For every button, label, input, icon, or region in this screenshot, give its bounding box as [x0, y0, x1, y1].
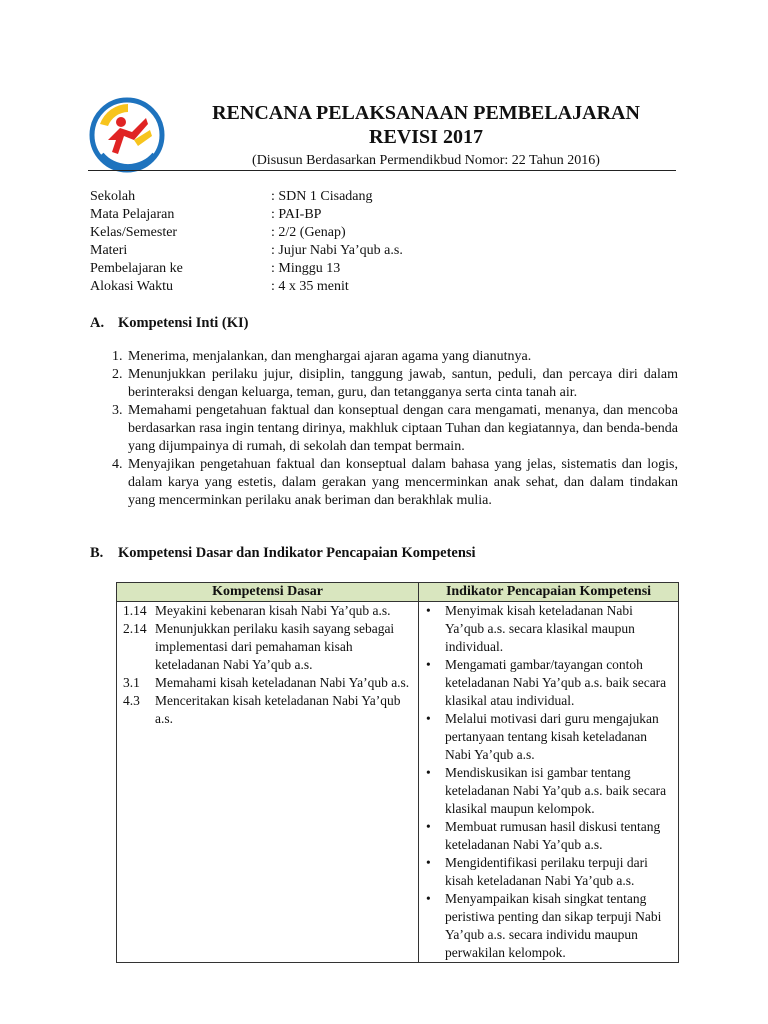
kd-item — [121, 674, 414, 692]
section-b-heading — [90, 545, 476, 562]
item-text: Menerima, menjalankan, dan menghargai ajaran agama yang dianutnya. — [128, 349, 532, 364]
table-row — [117, 602, 679, 963]
item-number: 2. — [112, 367, 123, 382]
info-value: : SDN 1 Cisadang — [271, 189, 373, 204]
info-row — [90, 224, 403, 242]
section-letter: A. — [90, 315, 105, 331]
info-value: : Minggu 13 — [271, 261, 341, 276]
kd-table — [116, 582, 679, 963]
kd-number: 2.14 — [123, 621, 147, 636]
kd-number: 3.1 — [123, 675, 140, 690]
info-row — [90, 278, 403, 296]
section-letter: B. — [90, 545, 104, 561]
kd-number: 1.14 — [123, 603, 147, 618]
item-text: Menunjukkan perilaku jujur, disiplin, tanggung jawab, santun, peduli, dan percaya diri dalam berinteraksi dengan keluarga, teman, guru, dan tetangganya serta cinta tanah air. — [128, 367, 678, 400]
indicator-item: • Menyimak kisah keteladanan Nabi Ya’qub a.s. secara klasikal maupun individual. — [423, 602, 674, 656]
list-item — [90, 456, 678, 510]
indicator-item: • Membuat rumusan hasil diskusi tentang keteladanan Nabi Ya’qub a.s. — [423, 818, 674, 854]
indicator-item: • Mendiskusikan isi gambar tentang keteladanan Nabi Ya’qub a.s. baik secara klasikal maupun kelompok. — [423, 764, 674, 818]
kd-item — [121, 602, 414, 620]
document-title-line2: REVISI 2017 — [369, 126, 483, 148]
kd-text: Memahami kisah keteladanan Nabi Ya’qub a.s. — [155, 675, 410, 690]
column-header-kd: Kompetensi Dasar — [117, 583, 419, 602]
document-title-line1: RENCANA PELAKSANAAN PEMBELAJARAN — [212, 102, 640, 124]
info-row — [90, 206, 403, 224]
kurikulum-2013-logo — [88, 96, 166, 174]
document-subtitle: (Disusun Berdasarkan Permendikbud Nomor: 22 Tahun 2016) — [252, 153, 600, 168]
info-row — [90, 260, 403, 278]
ki-list — [90, 348, 678, 510]
kd-cell — [117, 602, 419, 963]
info-label: Alokasi Waktu — [90, 279, 173, 294]
section-title: Kompetensi Dasar dan Indikator Pencapaian Kompetensi — [118, 545, 476, 561]
info-label: Kelas/Semester — [90, 225, 178, 240]
info-value: : Jujur Nabi Ya’qub a.s. — [271, 243, 403, 258]
identity-info — [90, 188, 403, 296]
list-item — [90, 366, 678, 402]
item-text: Memahami pengetahuan faktual dan konseptual dengan cara mengamati, menanya, dan mencoba berdasarkan rasa ingin tentang dirinya, makhluk ciptaan Tuhan dan kegiatannya, dan benda-benda yang dijumpainya di rumah, di sekolah dan tempat bermain. — [128, 403, 678, 454]
header-divider — [88, 170, 676, 171]
column-header-indicator: Indikator Pencapaian Kompetensi — [419, 583, 679, 602]
list-item — [90, 402, 678, 456]
info-label: Pembelajaran ke — [90, 261, 183, 276]
info-value: : 4 x 35 menit — [271, 279, 349, 294]
item-number: 1. — [112, 349, 123, 364]
kd-item — [121, 692, 414, 728]
item-text: Menyajikan pengetahuan faktual dan konseptual dalam bahasa yang jelas, sistematis dan logis, dalam karya yang estetis, dalam gerakan yang mencerminkan anak sehat, dan dalam tindakan yang mencerminkan perilaku anak beriman dan berakhlak mulia. — [128, 457, 678, 508]
indicator-cell — [419, 602, 679, 963]
info-label: Materi — [90, 243, 128, 258]
section-a-heading — [90, 315, 249, 332]
info-value: : 2/2 (Genap) — [271, 225, 346, 240]
kd-text: Menunjukkan perilaku kasih sayang sebagai implementasi dari pemahaman kisah keteladanan Nabi Ya’qub a.s. — [155, 621, 395, 672]
info-row — [90, 188, 403, 206]
indicator-list — [423, 602, 674, 962]
info-value: : PAI-BP — [271, 207, 322, 222]
info-row — [90, 242, 403, 260]
kd-number: 4.3 — [123, 693, 140, 708]
kd-text: Menceritakan kisah keteladanan Nabi Ya’qub a.s. — [155, 693, 401, 726]
item-number: 4. — [112, 457, 123, 472]
item-number: 3. — [112, 403, 123, 418]
kd-item — [121, 620, 414, 674]
title-block — [200, 101, 652, 171]
indicator-item: • Melalui motivasi dari guru mengajukan pertanyaan tentang kisah keteladanan Nabi Ya’qub a.s. — [423, 710, 674, 764]
info-label: Mata Pelajaran — [90, 207, 175, 222]
info-label: Sekolah — [90, 189, 136, 204]
indicator-item: • Mengidentifikasi perilaku terpuji dari kisah keteladanan Nabi Ya’qub a.s. — [423, 854, 674, 890]
kd-text: Meyakini kebenaran kisah Nabi Ya’qub a.s. — [155, 603, 391, 618]
indicator-item: • Mengamati gambar/tayangan contoh keteladanan Nabi Ya’qub a.s. baik secara klasikal atau individual. — [423, 656, 674, 710]
indicator-item: • Menyampaikan kisah singkat tentang peristiwa penting dan sikap terpuji Nabi Ya’qub a.s. secara individu maupun perwakilan kelompok. — [423, 890, 674, 962]
section-title: Kompetensi Inti (KI) — [118, 315, 249, 331]
list-item — [90, 348, 678, 366]
table-header-row — [117, 583, 679, 602]
